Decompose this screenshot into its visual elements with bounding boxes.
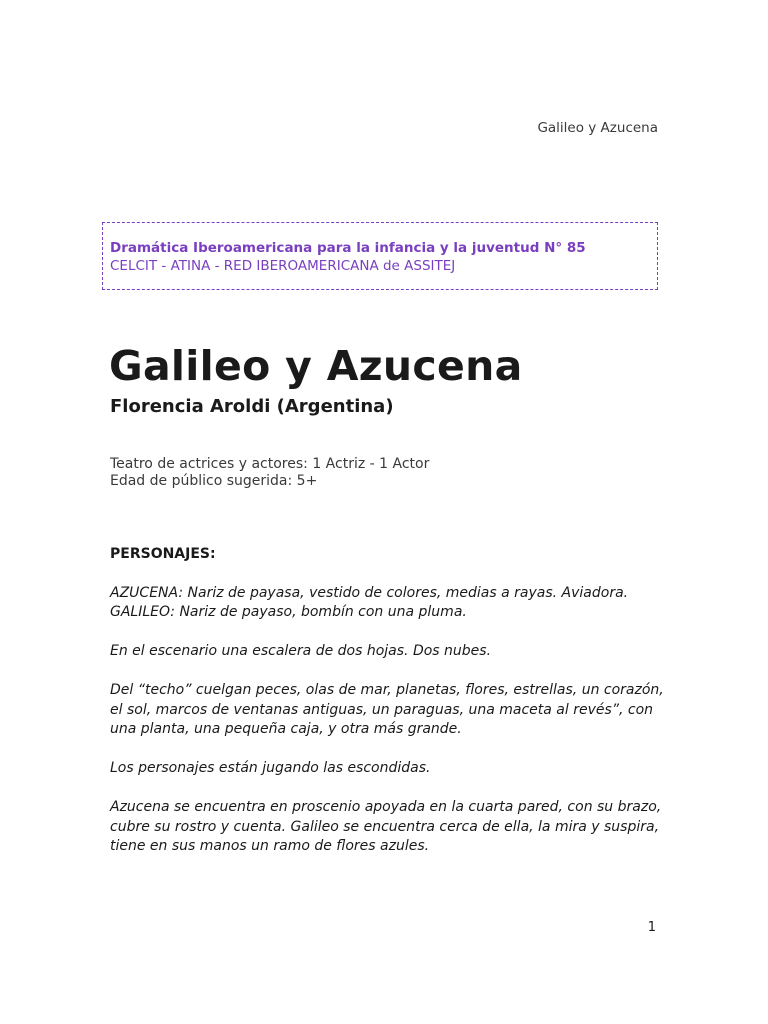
section-heading: PERSONAJES: [110,546,216,562]
paragraph-game: Los personajes están jugando las escondidas. [110,760,431,776]
running-header: Galileo y Azucena [537,120,658,136]
cast-info: Teatro de actrices y actores: 1 Actriz - 1 Actor [110,456,430,472]
paragraph-stage: En el escenario una escalera de dos hojas. Dos nubes. [110,643,492,659]
series-box [102,222,658,290]
play-author: Florencia Aroldi (Argentina) [110,396,394,417]
audience-info: Edad de público sugerida: 5+ [110,473,318,489]
paragraph-ceiling: Del “techo” cuelgan peces, olas de mar, planetas, flores, estrellas, un corazón, el sol, marcos de ventanas antiguas, un paraguas, una maceta al revés”, con una planta, una pequeña caja, y otra más grande. [110,682,664,737]
page-number: 1 [647,920,656,935]
body-content [110,545,670,876]
series-publishers: CELCIT - ATINA - RED IBEROAMERICANA de ASSITEJ [110,258,456,274]
paragraph-scene: Azucena se encuentra en proscenio apoyada en la cuarta pared, con su brazo, cubre su rostro y cuenta. Galileo se encuentra cerca de ella, la mira y suspira, tiene en sus manos un ramo de flores azules. [110,799,662,854]
paragraph-characters: AZUCENA: Nariz de payasa, vestido de colores, medias a rayas. Aviadora. GALILEO: Nariz de payaso, bombín con una pluma. [110,584,629,620]
play-meta [110,456,429,490]
play-title: Galileo y Azucena [109,342,523,390]
series-title: Dramática Iberoamericana para la infancia y la juventud N° 85 [110,240,586,256]
